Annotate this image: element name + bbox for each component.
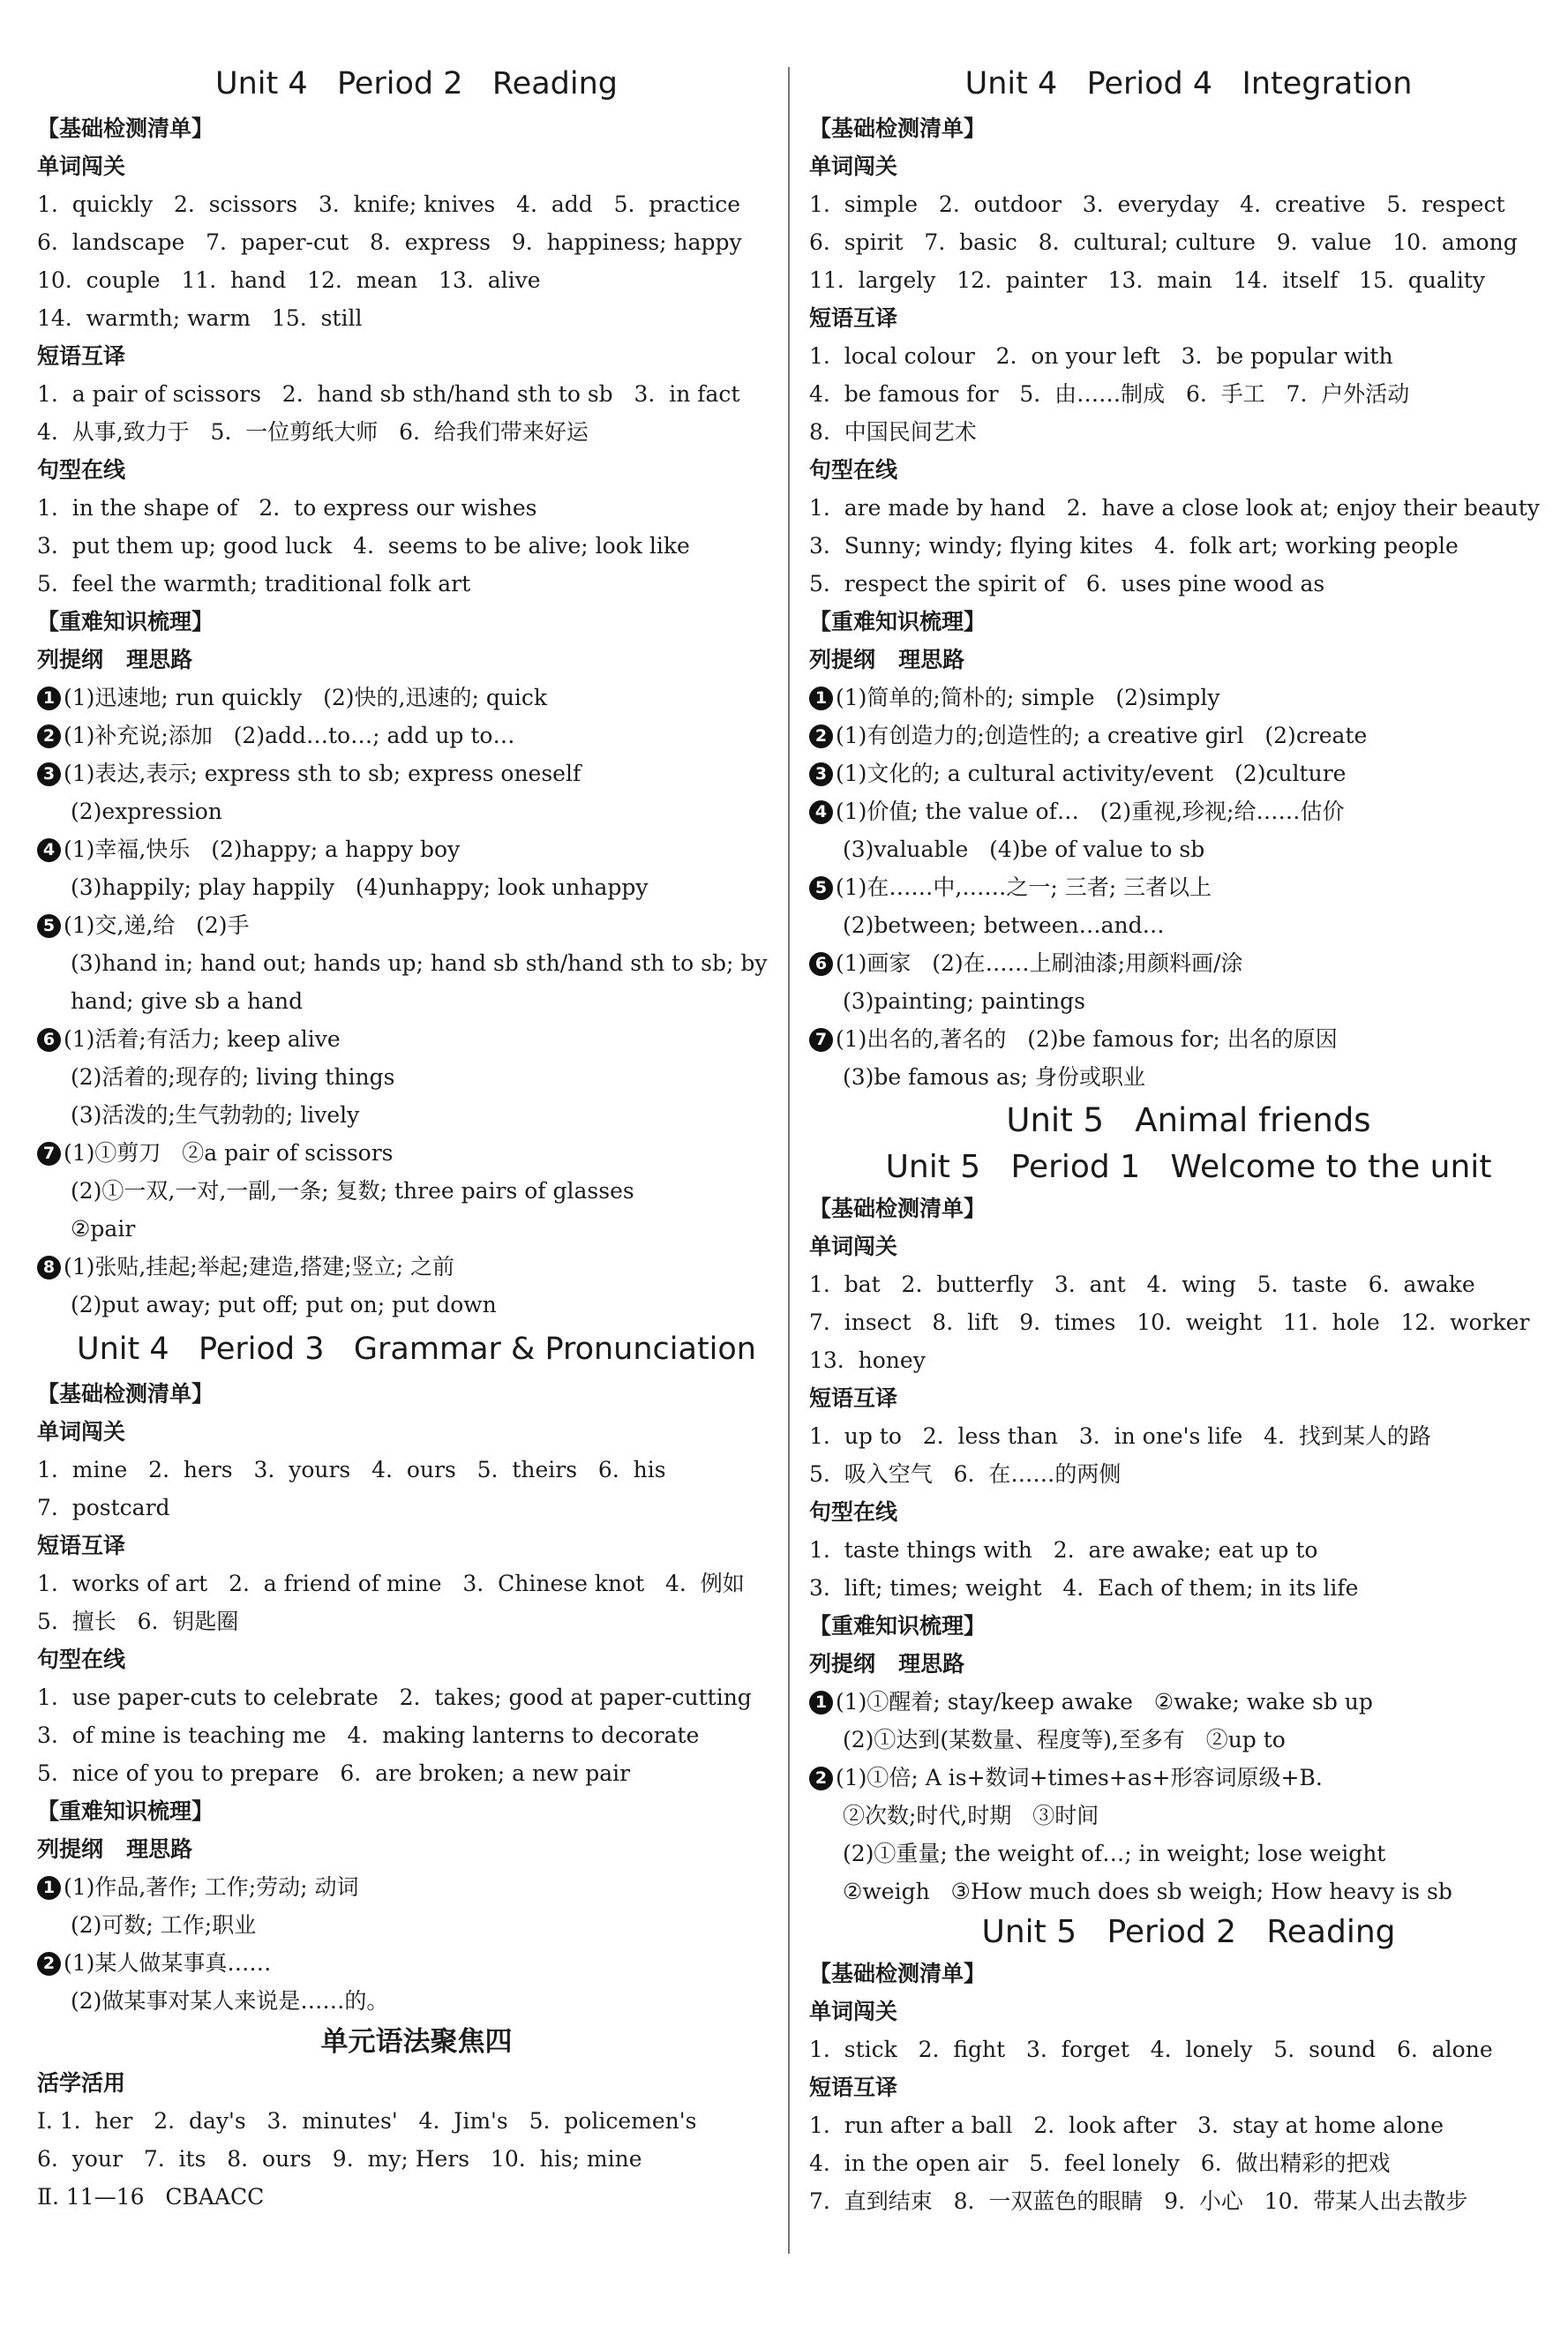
outline-heading: 列提纲 理思路 — [809, 1651, 965, 1677]
knowledge-line: (3)valuable (4)be of value to sb — [843, 837, 1205, 862]
knowledge-line — [37, 1134, 796, 1172]
knowledge-line: (3)hand in; hand out; hands up; hand sb sth/hand sth to sb; by — [71, 950, 768, 976]
outline-heading: 列提纲 理思路 — [37, 647, 193, 672]
sentence-heading: 句型在线 — [37, 457, 126, 483]
knowledge-text: (1)活着;有活力; keep alive — [64, 1026, 341, 1052]
sentence-heading: 句型在线 — [809, 1499, 898, 1525]
answer-line: 1. simple 2. outdoor 3. everyday 4. creative 5. respect — [809, 191, 1505, 217]
knowledge-text: (1)①倍; A is+数词+times+as+形容词原级+B. — [836, 1765, 1323, 1790]
answer-line: 1. mine 2. hers 3. yours 4. ours 5. theirs 6. his — [37, 1457, 666, 1482]
knowledge-text: (1)迅速地; run quickly (2)快的,迅速的; quick — [64, 685, 548, 710]
number-marker: 5 — [809, 876, 833, 900]
answer-line: 5. 吸入空气 6. 在……的两侧 — [809, 1461, 1122, 1487]
number-marker: 8 — [37, 1256, 61, 1280]
vocab-heading: 单词闯关 — [37, 1419, 126, 1445]
answer-line: 1. a pair of scissors 2. hand sb sth/hand sth to sb 3. in fact — [37, 381, 740, 407]
answer-line: 5. respect the spirit of 6. uses pine wood as — [809, 571, 1325, 597]
knowledge-line: (2)①一双,一对,一副,一条; 复数; three pairs of glasses — [71, 1178, 634, 1204]
knowledge-line — [809, 679, 1568, 717]
answer-line: 3. Sunny; windy; flying kites 4. folk art; working people — [809, 533, 1459, 559]
outline-heading: 列提纲 理思路 — [37, 1836, 193, 1862]
answer-line: 3. put them up; good luck 4. seems to be alive; look like — [37, 533, 690, 559]
knowledge-line — [809, 717, 1568, 754]
answer-line: 7. postcard — [37, 1495, 170, 1520]
answer-line: 1. up to 2. less than 3. in one's life 4. 找到某人的路 — [809, 1423, 1431, 1449]
answer-line: 10. couple 11. hand 12. mean 13. alive — [37, 267, 541, 293]
knowledge-line — [37, 1868, 796, 1906]
knowledge-line — [37, 717, 796, 754]
knowledge-line: (2)put away; put off; put on; put down — [71, 1292, 497, 1317]
knowledge-line: (3)painting; paintings — [843, 988, 1085, 1014]
phrase-heading: 短语互译 — [809, 1385, 898, 1411]
knowledge-line: ②weigh ③How much does sb weigh; How heavy is sb — [843, 1879, 1452, 1904]
knowledge-text: (1)张贴,挂起;举起;建造,搭建;竖立; 之前 — [64, 1254, 454, 1280]
answer-line: 1. in the shape of 2. to express our wishes — [37, 495, 537, 521]
knowledge-line — [37, 754, 796, 792]
number-marker: 2 — [809, 1767, 833, 1790]
knowledge-line — [37, 679, 796, 717]
knowledge-text: (1)作品,著作; 工作;劳动; 动词 — [64, 1874, 359, 1900]
vocab-heading: 单词闯关 — [809, 1234, 898, 1259]
answer-line: 1. bat 2. butterfly 3. ant 4. wing 5. taste 6. awake — [809, 1272, 1475, 1297]
knowledge-line — [809, 792, 1568, 830]
knowledge-line — [809, 944, 1568, 982]
number-marker: 5 — [37, 914, 61, 938]
answer-line: 5. feel the warmth; traditional folk art — [37, 571, 471, 597]
knowledge-text: (1)简单的;简朴的; simple (2)simply — [836, 685, 1220, 710]
number-marker: 7 — [809, 1028, 833, 1052]
knowledge-line: (2)①重量; the weight of…; in weight; lose weight — [843, 1841, 1386, 1866]
knowledge-line: (3)活泼的;生气勃勃的; lively — [71, 1102, 360, 1128]
outline-heading: 列提纲 理思路 — [809, 647, 965, 672]
vocab-heading: 单词闯关 — [809, 1999, 898, 2024]
knowledge-line: (2)可数; 工作;职业 — [71, 1912, 257, 1938]
knowledge-line — [809, 1759, 1568, 1797]
answer-line: 7. insect 8. lift 9. times 10. weight 11. hole 12. worker — [809, 1310, 1530, 1335]
section-title: 单元语法聚焦四 — [320, 2026, 513, 2058]
phrase-heading: 短语互译 — [37, 1533, 126, 1558]
answer-line: 3. of mine is teaching me 4. making lanterns to decorate — [37, 1722, 700, 1748]
basic-check-heading: 【基础检测清单】 — [37, 116, 214, 141]
knowledge-text: (1)①剪刀 ②a pair of scissors — [64, 1140, 394, 1166]
section-unit5-period1 — [809, 1145, 1568, 1910]
knowledge-text: (1)①醒着; stay/keep awake ②wake; wake sb up — [836, 1689, 1373, 1715]
knowledge-line — [809, 1683, 1568, 1721]
answer-line: Ⅰ. 1. her 2. day's 3. minutes' 4. Jim's 5. policemen's — [37, 2108, 697, 2134]
knowledge-line: ②次数;时代,时期 ③时间 — [843, 1803, 1099, 1828]
knowledge-line: (2)①达到(某数量、程度等),至多有 ②up to — [843, 1727, 1286, 1752]
answer-line: 1. are made by hand 2. have a close look at; enjoy their beauty — [809, 495, 1540, 521]
section-title: Unit 5 Period 1 Welcome to the unit — [885, 1149, 1492, 1185]
knowledge-line — [37, 830, 796, 868]
section-unit4-period3 — [37, 1324, 796, 2020]
number-marker: 3 — [809, 762, 833, 786]
sentence-heading: 句型在线 — [37, 1647, 126, 1672]
knowledge-text: (1)价值; the value of… (2)重视,珍视;给……估价 — [836, 799, 1345, 824]
knowledge-line — [37, 1020, 796, 1058]
answer-line: 6. landscape 7. paper-cut 8. express 9. happiness; happy — [37, 229, 742, 255]
knowledge-line: (2)做某事对某人来说是……的。 — [71, 1988, 389, 2014]
vocab-heading: 单词闯关 — [37, 154, 126, 179]
unit-title: Unit 5 Animal friends — [1006, 1101, 1371, 1139]
answer-line: 1. local colour 2. on your left 3. be popular with — [809, 343, 1393, 369]
answer-line: 1. stick 2. fight 3. forget 4. lonely 5. sound 6. alone — [809, 2037, 1493, 2062]
answer-line: 8. 中国民间艺术 — [809, 419, 977, 445]
sentence-heading: 句型在线 — [809, 457, 898, 483]
knowledge-line — [809, 754, 1568, 792]
section-title: Unit 4 Period 2 Reading — [215, 66, 618, 101]
knowledge-line: ②pair — [71, 1216, 136, 1242]
number-marker: 2 — [809, 724, 833, 748]
answer-line: Ⅱ. 11—16 CBAACC — [37, 2184, 265, 2210]
answer-line: 6. spirit 7. basic 8. cultural; culture 9. value 10. among — [809, 229, 1518, 255]
answer-line: 1. quickly 2. scissors 3. knife; knives 4. add 5. practice — [37, 191, 741, 217]
number-marker: 7 — [37, 1142, 61, 1166]
knowledge-text: (1)有创造力的;创造性的; a creative girl (2)create — [836, 723, 1368, 748]
knowledge-text: (1)在……中,……之一; 三者; 三者以上 — [836, 874, 1212, 900]
phrase-heading: 短语互译 — [809, 305, 898, 331]
knowledge-line: hand; give sb a hand — [71, 988, 304, 1014]
section-title: Unit 5 Period 2 Reading — [981, 1914, 1396, 1950]
section-unit5-period2 — [809, 1910, 1568, 2220]
knowledge-line: (2)活着的;现存的; living things — [71, 1064, 395, 1090]
answer-line: 4. be famous for 5. 由……制成 6. 手工 7. 户外活动 — [809, 381, 1410, 407]
knowledge-text: (1)某人做某事真…… — [64, 1950, 272, 1976]
knowledge-line: (3)happily; play happily (4)unhappy; look unhappy — [71, 874, 649, 900]
knowledge-text: (1)出名的,著名的 (2)be famous for; 出名的原因 — [836, 1026, 1338, 1052]
number-marker: 2 — [37, 1952, 61, 1976]
section-title: Unit 4 Period 4 Integration — [964, 66, 1413, 101]
answer-line: 13. honey — [809, 1347, 926, 1373]
section-unit4-period4 — [809, 58, 1568, 1096]
knowledge-line — [809, 868, 1568, 906]
left-column — [37, 58, 796, 2216]
key-points-heading: 【重难知识梳理】 — [37, 609, 214, 634]
number-marker: 4 — [809, 800, 833, 824]
answer-line: 4. in the open air 5. feel lonely 6. 做出精彩的把戏 — [809, 2150, 1391, 2176]
knowledge-text: (1)交,递,给 (2)手 — [64, 912, 250, 938]
answer-line: 4. 从事,致力于 5. 一位剪纸大师 6. 给我们带来好运 — [37, 419, 589, 445]
basic-check-heading: 【基础检测清单】 — [809, 1961, 987, 1986]
number-marker: 4 — [37, 838, 61, 862]
key-points-heading: 【重难知识梳理】 — [809, 1613, 987, 1639]
section-unit4-period2 — [37, 58, 796, 1324]
knowledge-text: (1)补充说;添加 (2)add…to…; add up to… — [64, 723, 515, 748]
answer-line: 3. lift; times; weight 4. Each of them; in its life — [809, 1575, 1359, 1601]
basic-check-heading: 【基础检测清单】 — [809, 1196, 987, 1221]
basic-check-heading: 【基础检测清单】 — [809, 116, 987, 141]
key-points-heading: 【重难知识梳理】 — [809, 609, 987, 634]
answer-line: 14. warmth; warm 15. still — [37, 305, 363, 331]
basic-check-heading: 【基础检测清单】 — [37, 1381, 214, 1407]
key-points-heading: 【重难知识梳理】 — [37, 1798, 214, 1824]
answer-line: 7. 直到结束 8. 一双蓝色的眼睛 9. 小心 10. 带某人出去散步 — [809, 2188, 1468, 2214]
answer-line: 1. use paper-cuts to celebrate 2. takes; good at paper-cutting — [37, 1685, 752, 1710]
knowledge-line: (2)expression — [71, 799, 222, 824]
number-marker: 1 — [809, 687, 833, 710]
section-unit-grammar-focus — [37, 2020, 796, 2216]
number-marker: 6 — [809, 952, 833, 976]
knowledge-line — [809, 1020, 1568, 1058]
practice-heading: 活学活用 — [37, 2070, 126, 2096]
knowledge-text: (1)幸福,快乐 (2)happy; a happy boy — [64, 837, 461, 862]
number-marker: 3 — [37, 762, 61, 786]
answer-line: 1. works of art 2. a friend of mine 3. Chinese knot 4. 例如 — [37, 1571, 745, 1596]
vocab-heading: 单词闯关 — [809, 154, 898, 179]
answer-line: 1. run after a ball 2. look after 3. stay at home alone — [809, 2113, 1444, 2138]
knowledge-text: (1)文化的; a cultural activity/event (2)culture — [836, 761, 1347, 786]
number-marker: 1 — [37, 1876, 61, 1900]
knowledge-line — [37, 906, 796, 944]
answer-line: 5. 擅长 6. 钥匙圈 — [37, 1609, 239, 1634]
knowledge-line: (3)be famous as; 身份或职业 — [843, 1064, 1146, 1090]
number-marker: 1 — [37, 687, 61, 710]
answer-line: 11. largely 12. painter 13. main 14. itself 15. quality — [809, 267, 1485, 293]
phrase-heading: 短语互译 — [809, 2075, 898, 2100]
section-title: Unit 4 Period 3 Grammar & Pronunciation — [77, 1332, 756, 1367]
knowledge-text: (1)表达,表示; express sth to sb; express oneself — [64, 761, 581, 786]
number-marker: 6 — [37, 1028, 61, 1052]
number-marker: 2 — [37, 724, 61, 748]
answer-line: 6. your 7. its 8. ours 9. my; Hers 10. his; mine — [37, 2146, 642, 2172]
knowledge-line — [37, 1944, 796, 1982]
knowledge-line — [37, 1248, 796, 1286]
number-marker: 1 — [809, 1691, 833, 1715]
knowledge-line: (2)between; between…and… — [843, 912, 1165, 938]
answer-line: 1. taste things with 2. are awake; eat up to — [809, 1537, 1318, 1563]
knowledge-text: (1)画家 (2)在……上刷油漆;用颜料画/涂 — [836, 950, 1243, 976]
right-column — [809, 58, 1568, 2220]
answer-line: 5. nice of you to prepare 6. are broken; a new pair — [37, 1760, 631, 1786]
phrase-heading: 短语互译 — [37, 343, 126, 369]
